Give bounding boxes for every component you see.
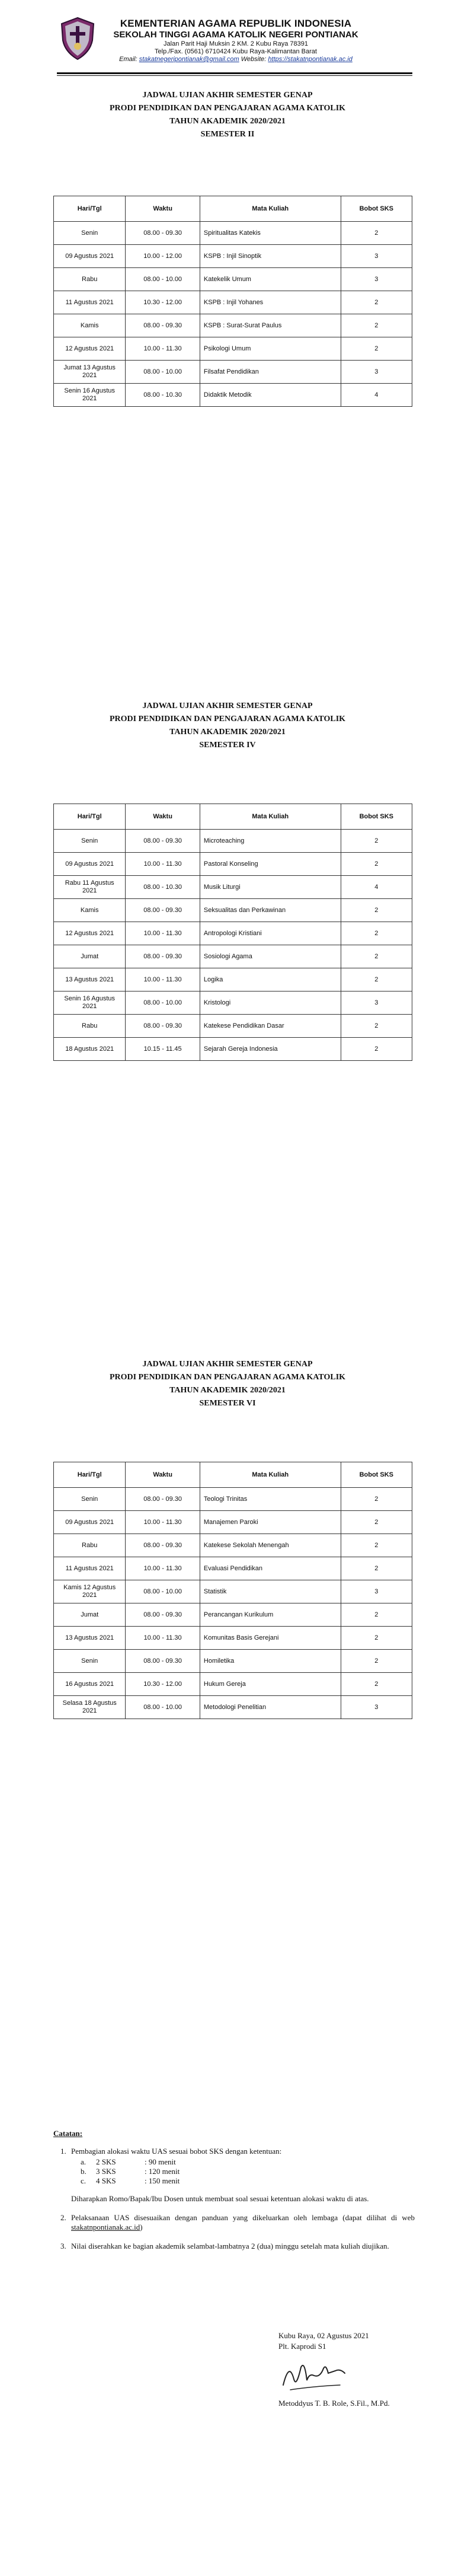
handwritten-signature (278, 2355, 350, 2397)
cell-course: Katekese Pendidikan Dasar (200, 1015, 341, 1038)
table-row (54, 1534, 412, 1557)
cell-day: Jumat (54, 1603, 126, 1627)
cell-day: Rabu (54, 1015, 126, 1038)
cell-day: Kamis (54, 314, 126, 337)
signature-role: Plt. Kaprodi S1 (278, 2342, 326, 2351)
cell-course: Musik Liturgi (200, 876, 341, 899)
table-row (54, 991, 412, 1015)
column-header-course: Mata Kuliah (200, 196, 341, 222)
cell-course: Perancangan Kurikulum (200, 1603, 341, 1627)
signature-name: Metoddyus T. B. Role, S.Fil., M.Pd. (278, 2399, 390, 2408)
cell-day: 16 Agustus 2021 (54, 1673, 126, 1696)
cell-day: Kamis 12 Agustus 2021 (54, 1580, 126, 1603)
table-row (54, 922, 412, 945)
cell-time: 08.00 - 09.30 (126, 899, 200, 922)
section-program: PRODI PENDIDIKAN DAN PENGAJARAN AGAMA KATOLIK (109, 104, 346, 113)
cell-day: Kamis (54, 899, 126, 922)
cell-day: Jumat (54, 945, 126, 968)
cell-day: 11 Agustus 2021 (54, 291, 126, 314)
section-program: PRODI PENDIDIKAN DAN PENGAJARAN AGAMA KATOLIK (109, 1373, 346, 1382)
website-link[interactable]: https://stakatnpontianak.ac.id (268, 56, 353, 63)
table-row (54, 968, 412, 991)
cell-day: Selasa 18 Agustus 2021 (54, 1696, 126, 1719)
cell-time: 10.00 - 11.30 (126, 968, 200, 991)
cell-course: Homiletika (200, 1650, 341, 1673)
column-header-time: Waktu (126, 804, 200, 830)
cell-course: KSPB : Surat-Surat Paulus (200, 314, 341, 337)
section-heading-semester-6 (0, 1358, 455, 1410)
institution-address: Jalan Parit Haji Muksin 2 KM. 2 Kubu Raya 78391 (164, 40, 308, 47)
note-item-2: 2. Pelaksanaan UAS disesuaikan dengan panduan yang dikeluarkan oleh lembaga (dapat dilihat di web stakatnpontianak.ac.id) (60, 2213, 415, 2231)
cell-time: 08.00 - 09.30 (126, 222, 200, 245)
note-text: Pembagian alokasi waktu UAS sesuai bobot SKS dengan ketentuan: (71, 2147, 282, 2156)
table-row (54, 384, 412, 407)
cell-sks: 2 (341, 1557, 412, 1580)
column-header-course: Mata Kuliah (200, 1462, 341, 1488)
cell-sks: 2 (341, 922, 412, 945)
cell-day: 09 Agustus 2021 (54, 853, 126, 876)
cell-sks: 4 (341, 876, 412, 899)
section-year: TAHUN AKADEMIK 2020/2021 (169, 728, 286, 737)
notes-section (53, 2129, 415, 2261)
cell-sks: 2 (341, 1650, 412, 1673)
note-item-1 (53, 2147, 415, 2204)
note-text-extra: Diharapkan Romo/Bapak/Ibu Dosen untuk membuat soal sesuai ketentuan alokasi waktu di atas. (71, 2194, 369, 2203)
cell-course: Teologi Trinitas (200, 1488, 341, 1511)
cell-time: 10.00 - 11.30 (126, 922, 200, 945)
email-link[interactable]: stakatnegeripontianak@gmail.com (139, 56, 239, 63)
section-year: TAHUN AKADEMIK 2020/2021 (169, 117, 286, 126)
table-row (54, 1580, 412, 1603)
cell-sks: 2 (341, 853, 412, 876)
table-row (54, 1673, 412, 1696)
table-row (54, 361, 412, 384)
cell-day: Senin (54, 1488, 126, 1511)
cell-sks: 3 (341, 361, 412, 384)
cell-sks: 2 (341, 1038, 412, 1061)
cell-day: Senin (54, 1650, 126, 1673)
cell-sks: 3 (341, 268, 412, 291)
cell-time: 08.00 - 10.00 (126, 361, 200, 384)
table-row (54, 268, 412, 291)
table-row (54, 222, 412, 245)
cell-sks: 2 (341, 337, 412, 361)
website-label: Website: (241, 56, 267, 63)
table-row (54, 337, 412, 361)
column-header-sks: Bobot SKS (341, 196, 412, 222)
cell-course: Kristologi (200, 991, 341, 1015)
cell-day: Senin (54, 830, 126, 853)
cell-course: Statistik (200, 1580, 341, 1603)
cell-sks: 2 (341, 1511, 412, 1534)
institution-phone: Telp./Fax. (0561) 6710424 Kubu Raya-Kalimantan Barat (155, 48, 317, 55)
column-header-day: Hari/Tgl (54, 196, 126, 222)
table-header-row (54, 196, 412, 222)
cell-time: 08.00 - 09.30 (126, 1650, 200, 1673)
cell-sks: 3 (341, 1580, 412, 1603)
sks-row: a. 2 SKS : 90 menit (81, 2157, 176, 2166)
cell-sks: 4 (341, 384, 412, 407)
cell-course: KSPB : Injil Sinoptik (200, 245, 341, 268)
note-text: Pelaksanaan UAS disesuaikan dengan panduan yang dikeluarkan oleh lembaga (dapat dilihat di web (71, 2213, 415, 2222)
table-row (54, 1603, 412, 1627)
cell-sks: 3 (341, 245, 412, 268)
cell-time: 10.30 - 12.00 (126, 291, 200, 314)
table-row (54, 945, 412, 968)
schedule-table-semester-6 (53, 1462, 412, 1719)
cell-course: Katekese Sekolah Menengah (200, 1534, 341, 1557)
cell-course: Microteaching (200, 830, 341, 853)
cell-course: Seksualitas dan Perkawinan (200, 899, 341, 922)
cell-day: 18 Agustus 2021 (54, 1038, 126, 1061)
table-row (54, 830, 412, 853)
cell-time: 08.00 - 10.30 (126, 384, 200, 407)
note-text: Nilai diserahkan ke bagian akademik selambat-lambatnya 2 (dua) minggu setelah mata kuliah diujikan. (71, 2242, 389, 2250)
guide-link[interactable]: stakatnpontianak.ac.id (71, 2223, 140, 2231)
note-item-3 (53, 2242, 415, 2251)
cell-sks: 2 (341, 968, 412, 991)
cell-course: Metodologi Penelitian (200, 1696, 341, 1719)
note-number: 1. (60, 2147, 66, 2156)
schedule-table-semester-4 (53, 804, 412, 1061)
cell-time: 10.00 - 11.30 (126, 1557, 200, 1580)
signature-block (278, 2330, 432, 2409)
section-program: PRODI PENDIDIKAN DAN PENGAJARAN AGAMA KATOLIK (109, 715, 346, 723)
cell-sks: 3 (341, 991, 412, 1015)
cell-sks: 2 (341, 1627, 412, 1650)
cell-time: 10.00 - 11.30 (126, 1627, 200, 1650)
column-header-course: Mata Kuliah (200, 804, 341, 830)
cell-course: Katekelik Umum (200, 268, 341, 291)
cell-day: Senin 16 Agustus 2021 (54, 384, 126, 407)
table-row (54, 876, 412, 899)
section-heading-semester-2 (0, 89, 455, 141)
table-row (54, 853, 412, 876)
section-title: JADWAL UJIAN AKHIR SEMESTER GENAP (142, 702, 313, 710)
column-header-day: Hari/Tgl (54, 1462, 126, 1488)
cell-sks: 2 (341, 899, 412, 922)
notes-title: Catatan: (53, 2129, 83, 2138)
cell-time: 10.30 - 12.00 (126, 1673, 200, 1696)
table-row (54, 899, 412, 922)
table-row (54, 1627, 412, 1650)
section-title: JADWAL UJIAN AKHIR SEMESTER GENAP (142, 91, 313, 100)
section-semester: SEMESTER II (200, 130, 255, 139)
cell-sks: 2 (341, 830, 412, 853)
cell-sks: 2 (341, 1534, 412, 1557)
cell-day: 12 Agustus 2021 (54, 337, 126, 361)
cell-time: 08.00 - 10.00 (126, 1696, 200, 1719)
schedule-table-semester-2 (53, 196, 412, 407)
table-row (54, 1650, 412, 1673)
sks-row: b. 3 SKS : 120 menit (81, 2167, 180, 2176)
column-header-sks: Bobot SKS (341, 1462, 412, 1488)
letterhead-text (94, 18, 378, 63)
cell-time: 08.00 - 09.30 (126, 1534, 200, 1557)
cell-course: Hukum Gereja (200, 1673, 341, 1696)
cell-time: 08.00 - 10.00 (126, 991, 200, 1015)
letterhead-rule-thick (57, 72, 412, 74)
table-row (54, 314, 412, 337)
cell-time: 08.00 - 09.30 (126, 945, 200, 968)
table-row (54, 1038, 412, 1061)
sks-allocation-list (71, 2157, 415, 2186)
table-row (54, 1511, 412, 1534)
cell-course: Filsafat Pendidikan (200, 361, 341, 384)
email-label: Email: (119, 56, 137, 63)
section-title: JADWAL UJIAN AKHIR SEMESTER GENAP (142, 1360, 313, 1369)
cell-day: 09 Agustus 2021 (54, 1511, 126, 1534)
cell-course: Manajemen Paroki (200, 1511, 341, 1534)
column-header-time: Waktu (126, 1462, 200, 1488)
cell-time: 10.00 - 11.30 (126, 337, 200, 361)
cell-time: 08.00 - 09.30 (126, 830, 200, 853)
cell-sks: 2 (341, 945, 412, 968)
cell-course: Antropologi Kristiani (200, 922, 341, 945)
ministry-name: KEMENTERIAN AGAMA REPUBLIK INDONESIA (120, 18, 352, 29)
cell-day: Rabu (54, 1534, 126, 1557)
cell-sks: 2 (341, 1673, 412, 1696)
section-heading-semester-4 (0, 700, 455, 752)
cell-time: 08.00 - 09.30 (126, 314, 200, 337)
table-row (54, 1696, 412, 1719)
cell-sks: 2 (341, 314, 412, 337)
table-row (54, 1015, 412, 1038)
cell-time: 08.00 - 10.30 (126, 876, 200, 899)
note-number: 2. (60, 2213, 66, 2222)
column-header-time: Waktu (126, 196, 200, 222)
cell-sks: 2 (341, 1015, 412, 1038)
section-year: TAHUN AKADEMIK 2020/2021 (169, 1386, 286, 1395)
cell-course: Evaluasi Pendidikan (200, 1557, 341, 1580)
cell-course: Komunitas Basis Gerejani (200, 1627, 341, 1650)
table-row (54, 291, 412, 314)
letterhead-rule-thin (57, 75, 412, 76)
cell-day: 13 Agustus 2021 (54, 968, 126, 991)
column-header-sks: Bobot SKS (341, 804, 412, 830)
cell-time: 10.00 - 11.30 (126, 1511, 200, 1534)
cell-sks: 2 (341, 1603, 412, 1627)
note-number: 3. (60, 2242, 66, 2250)
cell-course: Pastoral Konseling (200, 853, 341, 876)
cell-time: 08.00 - 10.00 (126, 1580, 200, 1603)
cell-time: 08.00 - 10.00 (126, 268, 200, 291)
cell-sks: 2 (341, 291, 412, 314)
cell-course: KSPB : Injil Yohanes (200, 291, 341, 314)
cell-course: Logika (200, 968, 341, 991)
cell-course: Didaktik Metodik (200, 384, 341, 407)
cell-time: 08.00 - 09.30 (126, 1488, 200, 1511)
sks-row: c. 4 SKS : 150 menit (81, 2176, 180, 2185)
cell-time: 10.15 - 11.45 (126, 1038, 200, 1061)
cell-day: 13 Agustus 2021 (54, 1627, 126, 1650)
cell-sks: 2 (341, 1488, 412, 1511)
signature-place-date: Kubu Raya, 02 Agustus 2021 (278, 2331, 369, 2340)
cell-course: Psikologi Umum (200, 337, 341, 361)
cell-time: 08.00 - 09.30 (126, 1015, 200, 1038)
column-header-day: Hari/Tgl (54, 804, 126, 830)
cell-day: 11 Agustus 2021 (54, 1557, 126, 1580)
cell-time: 10.00 - 11.30 (126, 853, 200, 876)
letterhead (57, 17, 412, 71)
cell-course: Sejarah Gereja Indonesia (200, 1038, 341, 1061)
cell-day: Rabu 11 Agustus 2021 (54, 876, 126, 899)
section-semester: SEMESTER VI (199, 1399, 256, 1408)
cell-day: Senin (54, 222, 126, 245)
cell-time: 08.00 - 09.30 (126, 1603, 200, 1627)
cell-day: Jumat 13 Agustus 2021 (54, 361, 126, 384)
table-header-row (54, 1462, 412, 1488)
cell-course: Sosiologi Agama (200, 945, 341, 968)
cell-sks: 2 (341, 222, 412, 245)
cell-day: 12 Agustus 2021 (54, 922, 126, 945)
institution-contact (94, 56, 378, 63)
institution-name: SEKOLAH TINGGI AGAMA KATOLIK NEGERI PONTIANAK (113, 30, 358, 40)
table-row (54, 1557, 412, 1580)
cell-time: 10.00 - 12.00 (126, 245, 200, 268)
table-row (54, 1488, 412, 1511)
table-header-row (54, 804, 412, 830)
cell-sks: 3 (341, 1696, 412, 1719)
cell-day: Rabu (54, 268, 126, 291)
section-semester: SEMESTER IV (199, 741, 256, 750)
table-row (54, 245, 412, 268)
cell-course: Spiritualitas Katekis (200, 222, 341, 245)
cell-day: Senin 16 Agustus 2021 (54, 991, 126, 1015)
cell-day: 09 Agustus 2021 (54, 245, 126, 268)
institution-logo (57, 17, 98, 60)
